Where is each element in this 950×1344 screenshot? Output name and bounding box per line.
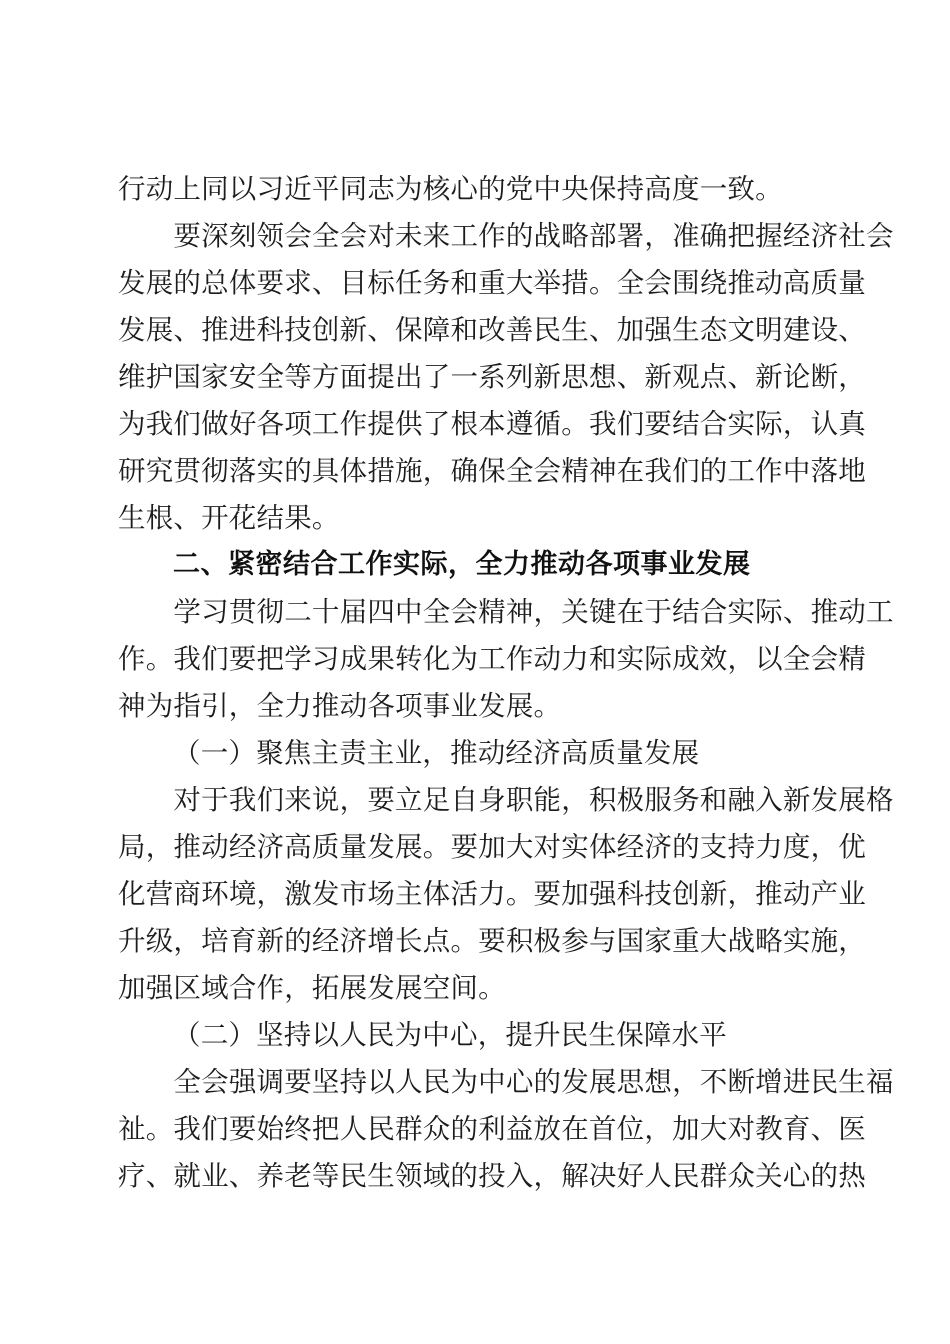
paragraph-line: 研 究 贯 彻 落 实 的 具 体 措 施 ， 确 保 全 会 精 神 在 我 们 的 工 作 中 落 地 — [118, 455, 866, 486]
sub-heading: （一）聚焦主责主业，推动经济高质量发展 — [173, 737, 700, 768]
sub-heading: （二）坚持以人民为中心，提升民生保障水平 — [173, 1019, 727, 1050]
paragraph-line: 维 护 国 家 安 全 等 方 面 提 出 了 一 系 列 新 思 想 、 新 观 点 、 新 论 断 ， — [118, 361, 866, 392]
paragraph-line: 疗、就业、养老等民生领域的投入，解决好人民群众关心的热 — [118, 1160, 866, 1191]
paragraph-line: 化 营 商 环 境 ， 激 发 市 场 主 体 活 力 。 要 加 强 科 技 创 新 ， 推 动 产 业 — [118, 878, 866, 909]
paragraph-line: 作 。 我 们 要 把 学 习 成 果 转 化 为 工 作 动 力 和 实 际 成 效 ， 以 全 会 精 — [118, 643, 866, 674]
paragraph-line: 升 级 ， 培 育 新 的 经 济 增 长 点 。 要 积 极 参 与 国 家 重 大 战 略 实 施 ， — [118, 925, 866, 956]
section-heading: 二、紧密结合工作实际，全力推动各项事业发展 — [173, 549, 751, 579]
document-body — [118, 165, 894, 1199]
paragraph-line: 行动上同以习近平同志为核心的党中央保持高度一致。 — [118, 173, 783, 204]
paragraph-line: 发 展 、 推 进 科 技 创 新 、 保 障 和 改 善 民 生 、 加 强 生 态 文 明 建 设 、 — [118, 314, 866, 345]
paragraph-line: 全 会 强 调 要 坚 持 以 人 民 为 中 心 的 发 展 思 想 ， 不 断 增 进 民 生 福 — [173, 1066, 894, 1097]
paragraph-line: 神为指引，全力推动各项事业发展。 — [118, 690, 562, 721]
paragraph-line: 祉 。 我 们 要 始 终 把 人 民 群 众 的 利 益 放 在 首 位 ， 加 大 对 教 育 、 医 — [118, 1113, 866, 1144]
paragraph-line: 为 我 们 做 好 各 项 工 作 提 供 了 根 本 遵 循 。 我 们 要 结 合 实 际 ， 认 真 — [118, 408, 866, 439]
paragraph-line: 局 ， 推 动 经 济 高 质 量 发 展 。 要 加 大 对 实 体 经 济 的 支 持 力 度 ， 优 — [118, 831, 866, 862]
paragraph-line: 生根、开花结果。 — [118, 502, 340, 533]
paragraph-line: 对 于 我 们 来 说 ， 要 立 足 自 身 职 能 ， 积 极 服 务 和 融 入 新 发 展 格 — [173, 784, 894, 815]
paragraph-line: 要 深 刻 领 会 全 会 对 未 来 工 作 的 战 略 部 署 ， 准 确 把 握 经 济 社 会 — [173, 220, 894, 251]
paragraph-line: 学 习 贯 彻 二 十 届 四 中 全 会 精 神 ， 关 键 在 于 结 合 实 际 、 推 动 工 — [173, 596, 894, 627]
paragraph-line: 加强区域合作，拓展发展空间。 — [118, 972, 506, 1003]
paragraph-line: 发 展 的 总 体 要 求 、 目 标 任 务 和 重 大 举 措 。 全 会 围 绕 推 动 高 质 量 — [118, 267, 866, 298]
